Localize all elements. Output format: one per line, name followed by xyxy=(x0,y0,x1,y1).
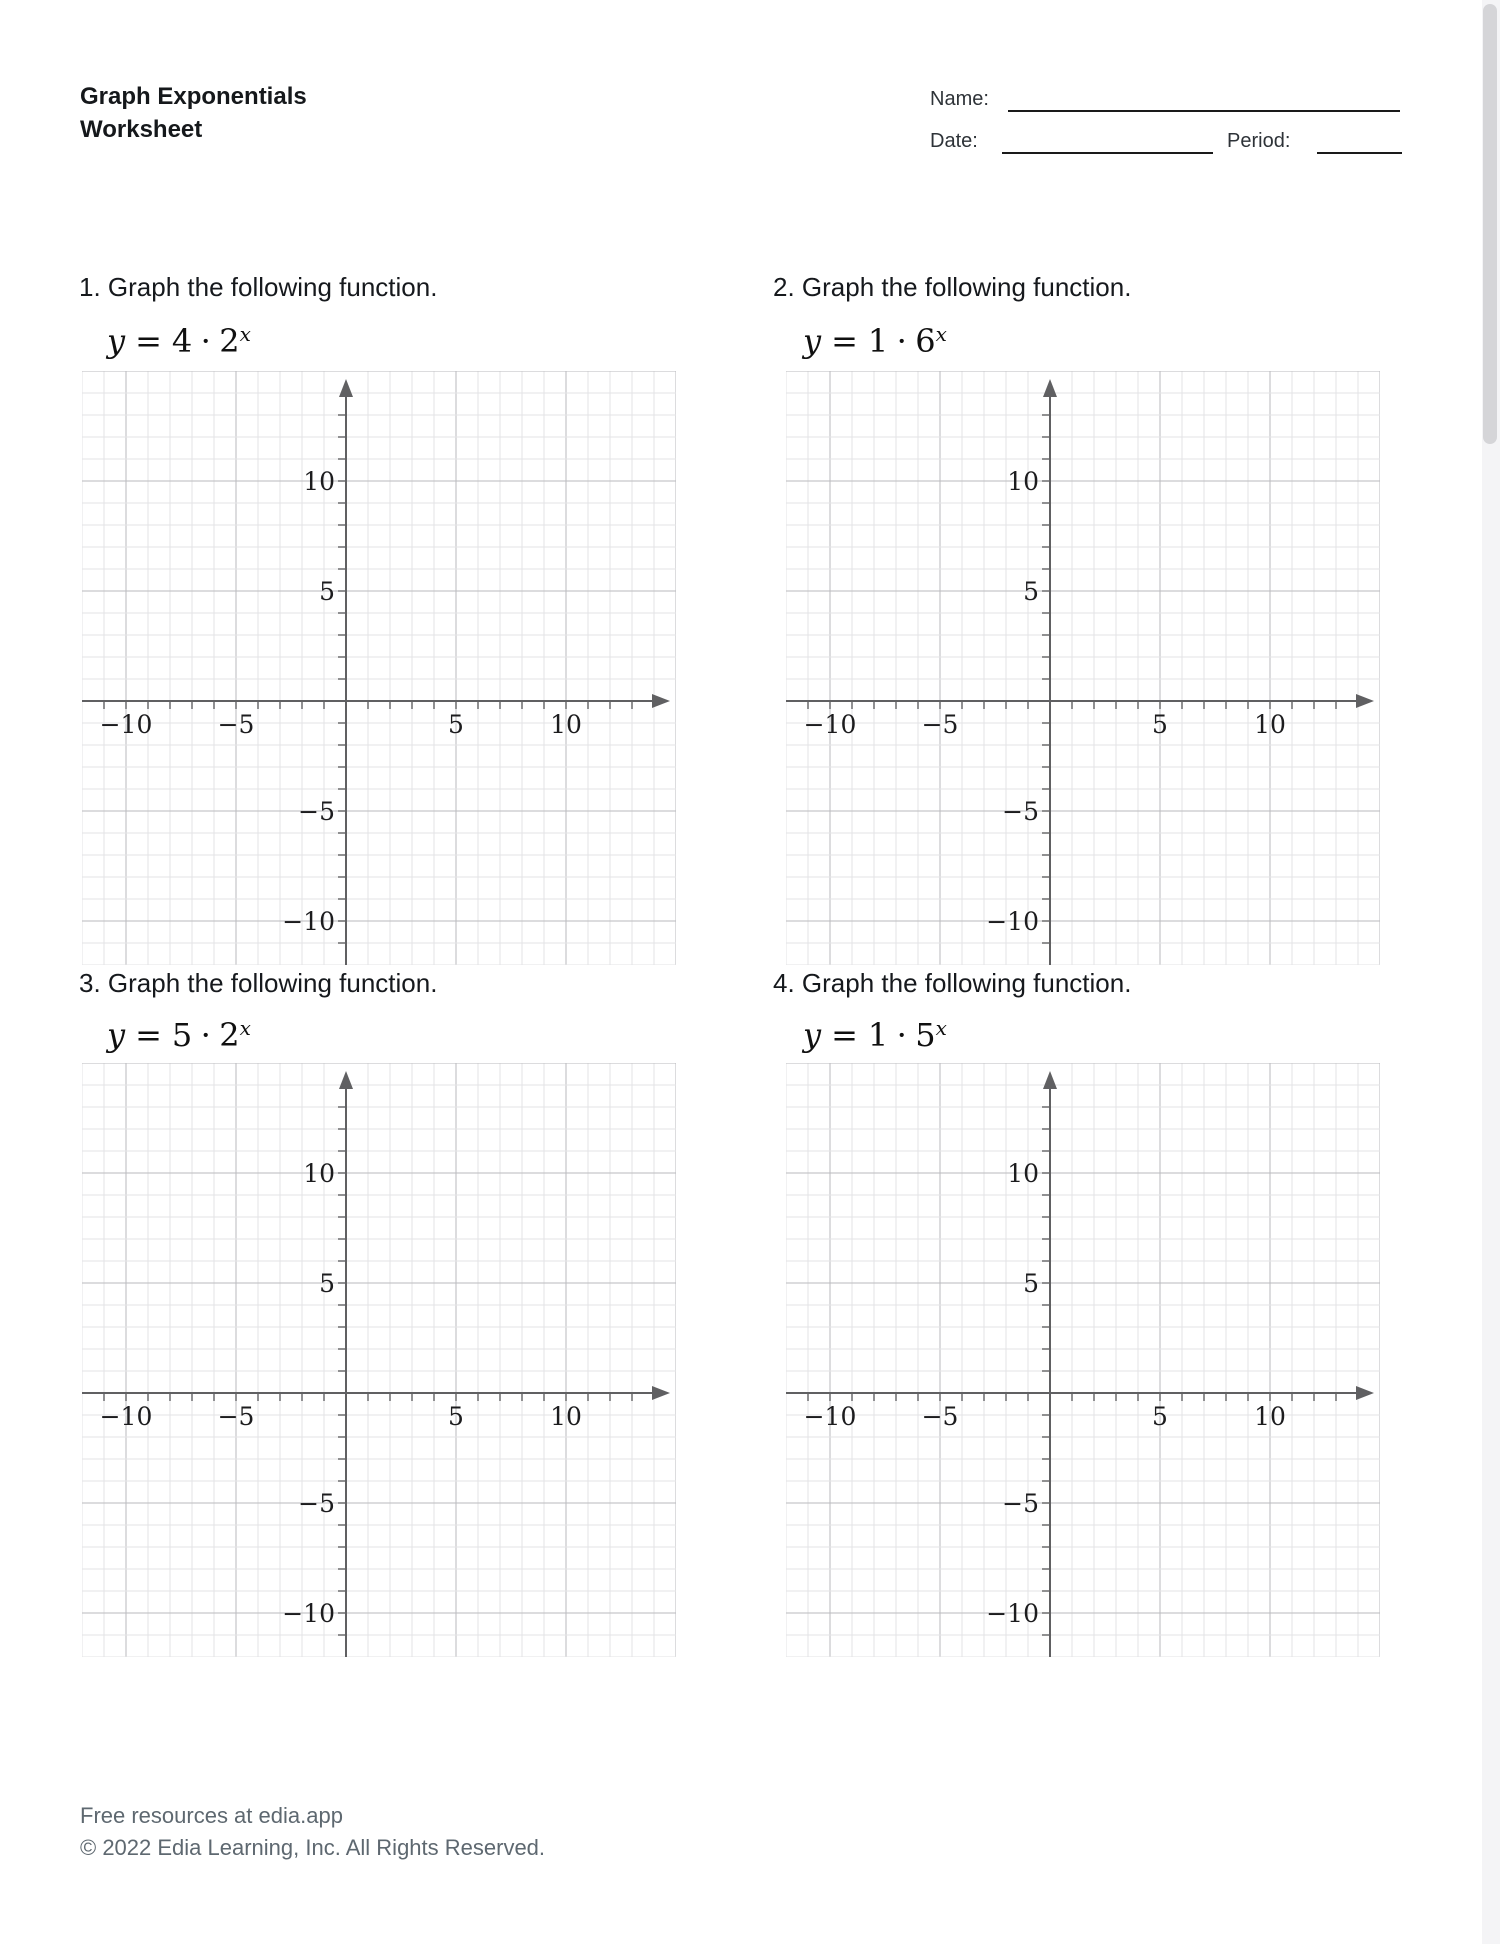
svg-text:5: 5 xyxy=(319,577,335,606)
problem-2-heading: 2. Graph the following function. xyxy=(773,272,1132,302)
equation-exponent: x xyxy=(935,322,947,346)
svg-text:−5: −5 xyxy=(298,797,335,826)
equation-exponent: x xyxy=(239,322,251,346)
problem-4-heading: 4. Graph the following function. xyxy=(773,968,1132,998)
date-label: Date: xyxy=(930,130,978,152)
svg-text:5: 5 xyxy=(1152,710,1168,739)
svg-text:5: 5 xyxy=(448,710,464,739)
problem-1-heading: 1. Graph the following function. xyxy=(79,272,438,302)
problem-3-heading: 3. Graph the following function. xyxy=(79,968,438,998)
svg-text:−10: −10 xyxy=(99,710,153,739)
svg-text:−5: −5 xyxy=(217,1402,255,1431)
equals-sign: = xyxy=(135,1016,162,1054)
svg-text:5: 5 xyxy=(448,1402,464,1431)
equation-base: 2 xyxy=(219,1016,240,1054)
multiplication-dot: ⋅ xyxy=(200,1016,212,1054)
equation-variable: y xyxy=(803,1016,822,1054)
svg-text:10: 10 xyxy=(550,710,582,739)
svg-text:−5: −5 xyxy=(217,710,255,739)
svg-text:−5: −5 xyxy=(1002,797,1039,826)
svg-text:−10: −10 xyxy=(282,907,335,936)
svg-text:−5: −5 xyxy=(921,710,959,739)
problem-1-equation xyxy=(107,322,251,360)
equation-exponent: x xyxy=(935,1016,947,1040)
equals-sign: = xyxy=(135,322,162,360)
name-label: Name: xyxy=(930,88,989,110)
page-footer xyxy=(80,1800,545,1864)
svg-text:10: 10 xyxy=(303,1159,335,1188)
svg-text:5: 5 xyxy=(1152,1402,1168,1431)
equation-variable: y xyxy=(107,322,126,360)
equals-sign: = xyxy=(831,1016,858,1054)
svg-text:−10: −10 xyxy=(803,1402,857,1431)
svg-text:10: 10 xyxy=(550,1402,582,1431)
page-title xyxy=(80,80,307,146)
svg-text:10: 10 xyxy=(1254,1402,1286,1431)
problem-3-equation xyxy=(107,1016,251,1054)
coordinate-grid-2 xyxy=(786,371,1380,965)
scrollbar-thumb[interactable] xyxy=(1483,4,1497,444)
equation-coefficient: 5 xyxy=(171,1016,193,1054)
multiplication-dot: ⋅ xyxy=(200,322,212,360)
name-underline xyxy=(1008,110,1400,112)
svg-text:10: 10 xyxy=(1007,467,1039,496)
equation-base: 6 xyxy=(915,322,936,360)
svg-text:−10: −10 xyxy=(986,1599,1039,1628)
equation-coefficient: 1 xyxy=(867,1016,889,1054)
equation-variable: y xyxy=(107,1016,126,1054)
svg-text:−5: −5 xyxy=(1002,1489,1039,1518)
svg-text:5: 5 xyxy=(1023,577,1039,606)
coordinate-grid-4 xyxy=(786,1063,1380,1657)
equation-base: 2 xyxy=(219,322,240,360)
svg-text:−10: −10 xyxy=(99,1402,153,1431)
equation-exponent: x xyxy=(239,1016,251,1040)
page-title-line1: Graph Exponentials xyxy=(80,83,307,110)
equation-base: 5 xyxy=(915,1016,936,1054)
problem-4-equation xyxy=(803,1016,947,1054)
svg-text:5: 5 xyxy=(1023,1269,1039,1298)
multiplication-dot: ⋅ xyxy=(896,1016,908,1054)
period-underline xyxy=(1317,152,1402,154)
equation-coefficient: 4 xyxy=(171,322,193,360)
svg-text:−10: −10 xyxy=(282,1599,335,1628)
svg-text:10: 10 xyxy=(1254,710,1286,739)
coordinate-grid-1 xyxy=(82,371,676,965)
coordinate-grid-3 xyxy=(82,1063,676,1657)
svg-text:−10: −10 xyxy=(803,710,857,739)
equals-sign: = xyxy=(831,322,858,360)
svg-text:−5: −5 xyxy=(298,1489,335,1518)
svg-text:10: 10 xyxy=(303,467,335,496)
svg-text:5: 5 xyxy=(319,1269,335,1298)
multiplication-dot: ⋅ xyxy=(896,322,908,360)
page-title-line2: Worksheet xyxy=(80,116,203,143)
date-underline xyxy=(1002,152,1213,154)
svg-text:−5: −5 xyxy=(921,1402,959,1431)
equation-coefficient: 1 xyxy=(867,322,889,360)
problem-2-equation xyxy=(803,322,947,360)
svg-text:10: 10 xyxy=(1007,1159,1039,1188)
footer-resources-text: Free resources at edia.app xyxy=(80,1803,343,1828)
svg-text:−10: −10 xyxy=(986,907,1039,936)
equation-variable: y xyxy=(803,322,822,360)
period-label: Period: xyxy=(1227,130,1291,152)
footer-copyright-text: © 2022 Edia Learning, Inc. All Rights Reserved. xyxy=(80,1835,546,1860)
